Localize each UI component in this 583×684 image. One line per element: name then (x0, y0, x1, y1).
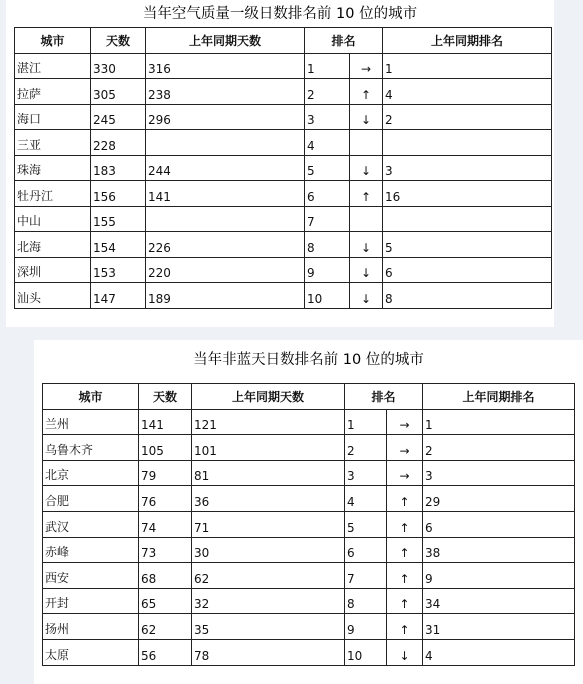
prev-rank-cell: 34 (423, 588, 575, 614)
prev-days-cell: 316 (146, 53, 305, 79)
rank-change-arrow: ↓ (350, 232, 383, 258)
prev-rank-cell: 3 (383, 155, 552, 181)
rank-cell: 10 (305, 283, 350, 309)
rank-change-arrow: → (387, 409, 423, 435)
prev-days-cell: 244 (146, 155, 305, 181)
prev-rank-cell (383, 130, 552, 156)
table-row (43, 486, 575, 512)
prev-rank-cell: 4 (383, 79, 552, 105)
rank-cell: 2 (305, 79, 350, 105)
rank-cell: 9 (345, 614, 387, 640)
city-cell: 海口 (15, 104, 91, 130)
prev-days-cell (146, 206, 305, 232)
prev-days-cell: 78 (192, 639, 345, 665)
rank-change-arrow: ↑ (387, 588, 423, 614)
prev-rank-cell: 9 (423, 563, 575, 589)
city-cell: 兰州 (43, 409, 139, 435)
prev-days-cell: 189 (146, 283, 305, 309)
table-row (43, 563, 575, 589)
prev-days-cell: 220 (146, 257, 305, 283)
header-city: 城市 (15, 28, 91, 54)
city-cell: 中山 (15, 206, 91, 232)
table-row (15, 232, 552, 258)
table-row (43, 537, 575, 563)
rank-cell: 8 (345, 588, 387, 614)
prev-days-cell: 101 (192, 435, 345, 461)
city-cell: 武汉 (43, 511, 139, 537)
prev-days-cell: 35 (192, 614, 345, 640)
rank-change-arrow: ↑ (387, 614, 423, 640)
table-row (15, 79, 552, 105)
city-cell: 太原 (43, 639, 139, 665)
prev-rank-cell: 6 (383, 257, 552, 283)
prev-days-cell (146, 130, 305, 156)
days-cell: 76 (139, 486, 192, 512)
rank-change-arrow (350, 130, 383, 156)
prev-rank-cell (383, 206, 552, 232)
prev-days-cell: 62 (192, 563, 345, 589)
table-row (15, 104, 552, 130)
table-row (43, 435, 575, 461)
rank-change-arrow: ↑ (387, 563, 423, 589)
prev-days-cell: 296 (146, 104, 305, 130)
table-row (15, 130, 552, 156)
rank-change-arrow: ↓ (387, 639, 423, 665)
prev-days-cell: 71 (192, 511, 345, 537)
table-row (15, 283, 552, 309)
prev-days-cell: 121 (192, 409, 345, 435)
rank-change-arrow: ↓ (350, 104, 383, 130)
days-cell: 305 (91, 79, 146, 105)
table2-title: 当年非蓝天日数排名前 10 位的城市 (193, 352, 424, 368)
days-cell: 79 (139, 460, 192, 486)
rank-change-arrow: ↑ (350, 79, 383, 105)
days-cell: 156 (91, 181, 146, 207)
rank-cell: 6 (305, 181, 350, 207)
rank-cell: 5 (305, 155, 350, 181)
table-row (43, 409, 575, 435)
city-cell: 深圳 (15, 257, 91, 283)
prev-rank-cell: 6 (423, 511, 575, 537)
days-cell: 153 (91, 257, 146, 283)
rank-change-arrow: ↓ (350, 257, 383, 283)
prev-rank-cell: 4 (423, 639, 575, 665)
rank-change-arrow: ↓ (350, 155, 383, 181)
table1-header-row (15, 28, 552, 54)
city-cell: 乌鲁木齐 (43, 435, 139, 461)
prev-rank-cell: 5 (383, 232, 552, 258)
table-row (15, 257, 552, 283)
days-cell: 74 (139, 511, 192, 537)
header-prev-rank: 上年同期排名 (423, 384, 575, 410)
rank-cell: 1 (305, 53, 350, 79)
rank-cell: 5 (345, 511, 387, 537)
prev-days-cell: 226 (146, 232, 305, 258)
rank-cell: 7 (305, 206, 350, 232)
city-cell: 牡丹江 (15, 181, 91, 207)
table-row (15, 155, 552, 181)
city-cell: 扬州 (43, 614, 139, 640)
prev-rank-cell: 1 (383, 53, 552, 79)
table2-panel (34, 340, 583, 684)
prev-days-cell: 238 (146, 79, 305, 105)
days-cell: 73 (139, 537, 192, 563)
rank-change-arrow: ↑ (350, 181, 383, 207)
city-cell: 北京 (43, 460, 139, 486)
rank-cell: 8 (305, 232, 350, 258)
city-cell: 北海 (15, 232, 91, 258)
days-cell: 147 (91, 283, 146, 309)
days-cell: 141 (139, 409, 192, 435)
rank-change-arrow (350, 206, 383, 232)
rank-change-arrow: → (387, 460, 423, 486)
days-cell: 105 (139, 435, 192, 461)
prev-rank-cell: 31 (423, 614, 575, 640)
days-cell: 155 (91, 206, 146, 232)
header-rank: 排名 (345, 384, 423, 410)
prev-days-cell: 30 (192, 537, 345, 563)
table-row (43, 588, 575, 614)
rank-cell: 9 (305, 257, 350, 283)
days-cell: 228 (91, 130, 146, 156)
prev-rank-cell: 29 (423, 486, 575, 512)
rank-cell: 4 (345, 486, 387, 512)
days-cell: 65 (139, 588, 192, 614)
prev-days-cell: 32 (192, 588, 345, 614)
header-days: 天数 (91, 28, 146, 54)
city-cell: 西安 (43, 563, 139, 589)
rank-cell: 6 (345, 537, 387, 563)
table-row (15, 181, 552, 207)
city-cell: 赤峰 (43, 537, 139, 563)
prev-days-cell: 141 (146, 181, 305, 207)
table1 (14, 27, 552, 309)
city-cell: 湛江 (15, 53, 91, 79)
city-cell: 拉萨 (15, 79, 91, 105)
rank-cell: 10 (345, 639, 387, 665)
rank-cell: 4 (305, 130, 350, 156)
days-cell: 56 (139, 639, 192, 665)
rank-change-arrow: ↑ (387, 511, 423, 537)
city-cell: 开封 (43, 588, 139, 614)
table1-title: 当年空气质量一级日数排名前 10 位的城市 (142, 6, 418, 22)
table-row (43, 511, 575, 537)
table-row (43, 460, 575, 486)
prev-rank-cell: 16 (383, 181, 552, 207)
table-row (43, 614, 575, 640)
table-row (15, 206, 552, 232)
rank-change-arrow: ↑ (387, 486, 423, 512)
prev-rank-cell: 2 (383, 104, 552, 130)
city-cell: 珠海 (15, 155, 91, 181)
header-prev-rank: 上年同期排名 (383, 28, 552, 54)
header-prev-days: 上年同期天数 (192, 384, 345, 410)
city-cell: 汕头 (15, 283, 91, 309)
days-cell: 330 (91, 53, 146, 79)
prev-rank-cell: 3 (423, 460, 575, 486)
table-row (43, 639, 575, 665)
prev-rank-cell: 2 (423, 435, 575, 461)
rank-change-arrow: → (350, 53, 383, 79)
header-rank: 排名 (305, 28, 383, 54)
city-cell: 合肥 (43, 486, 139, 512)
table1-panel (6, 0, 554, 327)
days-cell: 245 (91, 104, 146, 130)
rank-change-arrow: ↑ (387, 537, 423, 563)
rank-cell: 7 (345, 563, 387, 589)
days-cell: 68 (139, 563, 192, 589)
prev-rank-cell: 8 (383, 283, 552, 309)
prev-rank-cell: 38 (423, 537, 575, 563)
table2-header-row (43, 384, 575, 410)
rank-change-arrow: ↓ (350, 283, 383, 309)
rank-cell: 3 (345, 460, 387, 486)
header-prev-days: 上年同期天数 (146, 28, 305, 54)
rank-cell: 1 (345, 409, 387, 435)
rank-cell: 2 (345, 435, 387, 461)
prev-rank-cell: 1 (423, 409, 575, 435)
prev-days-cell: 81 (192, 460, 345, 486)
city-cell: 三亚 (15, 130, 91, 156)
table-row (15, 53, 552, 79)
days-cell: 62 (139, 614, 192, 640)
rank-change-arrow: → (387, 435, 423, 461)
rank-cell: 3 (305, 104, 350, 130)
header-days: 天数 (139, 384, 192, 410)
table2 (42, 383, 575, 666)
prev-days-cell: 36 (192, 486, 345, 512)
days-cell: 183 (91, 155, 146, 181)
header-city: 城市 (43, 384, 139, 410)
days-cell: 154 (91, 232, 146, 258)
